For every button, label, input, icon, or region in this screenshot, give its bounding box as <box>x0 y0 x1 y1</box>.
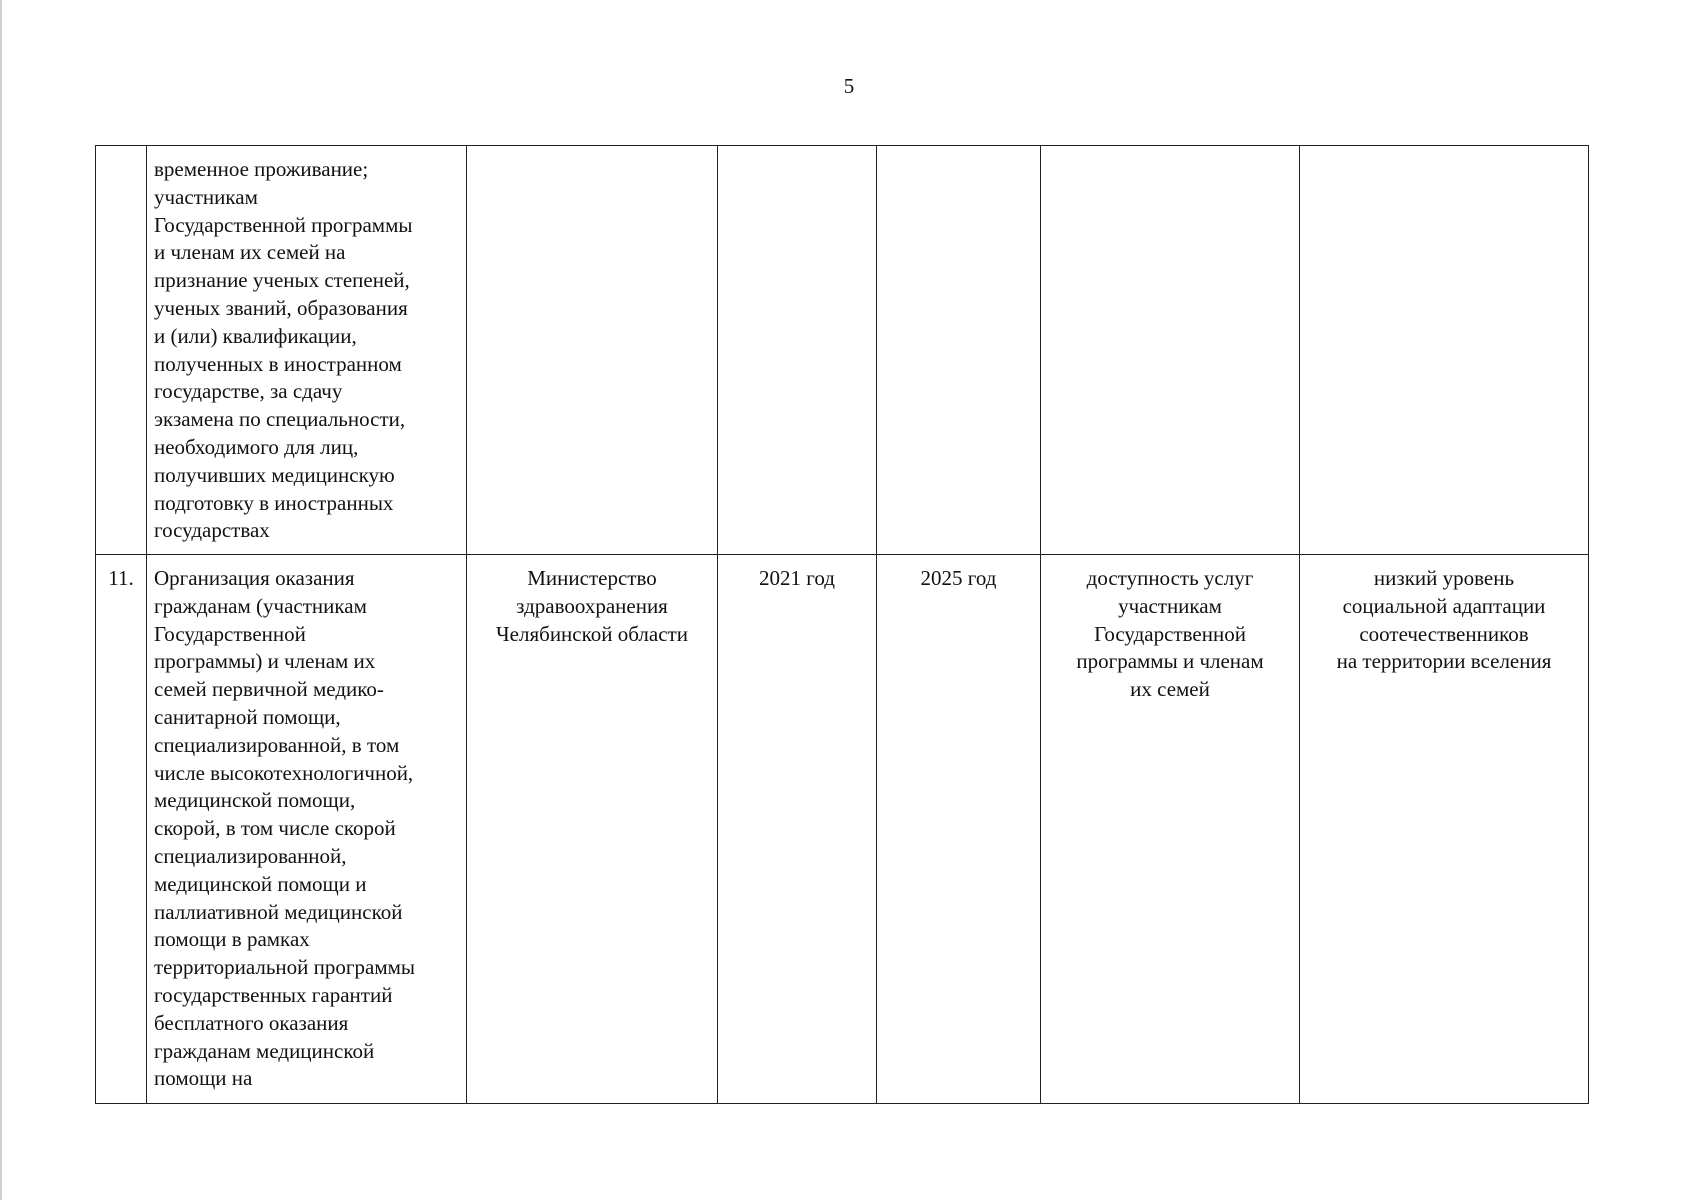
table-row <box>96 555 1589 1104</box>
text-line: подготовку в иностранных <box>154 490 394 515</box>
cell-executor <box>467 555 718 1104</box>
text-line: Министерство <box>527 566 657 590</box>
text-line: паллиативной медицинской <box>154 899 403 924</box>
text-line: медицинской помощи, <box>154 788 356 813</box>
cell-number: 11. <box>96 555 147 1104</box>
cell-start-date: 2021 год <box>718 555 877 1104</box>
text-line: Государственной <box>1094 621 1246 646</box>
text-line: на территории вселения <box>1336 649 1552 674</box>
text-line: и (или) квалификации, <box>154 323 357 348</box>
text-line: числе высокотехнологичной, <box>154 760 414 785</box>
cell-expected-result <box>1041 555 1300 1104</box>
cell-number <box>96 146 147 555</box>
text-line: семей первичной медико- <box>154 677 384 702</box>
text-line: гражданам медицинской <box>154 1038 375 1063</box>
text-line: получивших медицинскую <box>154 462 395 487</box>
text-line: Государственной программы <box>154 212 413 237</box>
text-line: территориальной программы <box>154 955 416 980</box>
text-line: социальной адаптации <box>1342 593 1546 618</box>
page-number: 5 <box>843 74 855 98</box>
text-line: соотечественников <box>1359 621 1529 646</box>
cell-event <box>147 555 467 1104</box>
cell-risk-text <box>1307 565 1581 676</box>
text-line: помощи в рамках <box>154 927 310 952</box>
text-line: санитарной помощи, <box>154 704 341 729</box>
text-line: участникам <box>1118 593 1222 618</box>
text-line: гражданам (участникам <box>154 593 367 618</box>
cell-event <box>147 146 467 555</box>
text-line: доступность услуг <box>1086 566 1254 590</box>
text-line: государствах <box>154 518 270 543</box>
table-row <box>96 146 1589 555</box>
cell-executor <box>467 146 718 555</box>
cell-executor-text <box>474 565 710 648</box>
text-line: Челябинской области <box>496 621 688 646</box>
text-line: скорой, в том числе скорой <box>154 816 396 841</box>
text-line: Государственной <box>154 621 306 646</box>
text-line: ученых званий, образования <box>154 295 408 320</box>
cell-risk <box>1300 146 1589 555</box>
text-line: временное проживание; <box>154 157 369 181</box>
measures-table <box>95 145 1589 1104</box>
text-line: участникам <box>154 184 258 209</box>
text-line: признание ученых степеней, <box>154 268 410 293</box>
text-line: полученных в иностранном <box>154 351 402 376</box>
cell-event-text <box>154 156 459 545</box>
cell-expected-result <box>1041 146 1300 555</box>
cell-end-date: 2025 год <box>877 555 1041 1104</box>
text-line: специализированной, в том <box>154 732 400 757</box>
text-line: медицинской помощи и <box>154 871 367 896</box>
cell-start-date <box>718 146 877 555</box>
text-line: специализированной, <box>154 843 347 868</box>
text-line: экзамена по специальности, <box>154 407 406 432</box>
cell-end-date <box>877 146 1041 555</box>
text-line: низкий уровень <box>1373 566 1515 590</box>
text-line: их семей <box>1130 677 1210 702</box>
table-body <box>96 146 1589 1104</box>
scan-edge <box>0 0 2 1200</box>
text-line: государственных гарантий <box>154 982 393 1007</box>
text-line: государстве, за сдачу <box>154 379 343 404</box>
cell-expected-result-text <box>1048 565 1292 704</box>
text-line: бесплатного оказания <box>154 1010 349 1035</box>
text-line: программы и членам <box>1076 649 1264 674</box>
text-line: здравоохранения <box>516 593 668 618</box>
text-line: Организация оказания <box>154 566 355 590</box>
text-line: и членам их семей на <box>154 240 346 265</box>
cell-event-text <box>154 565 459 1093</box>
text-line: необходимого для лиц, <box>154 434 359 459</box>
text-line: помощи на <box>154 1066 253 1091</box>
text-line: программы) и членам их <box>154 649 376 674</box>
cell-risk <box>1300 555 1589 1104</box>
